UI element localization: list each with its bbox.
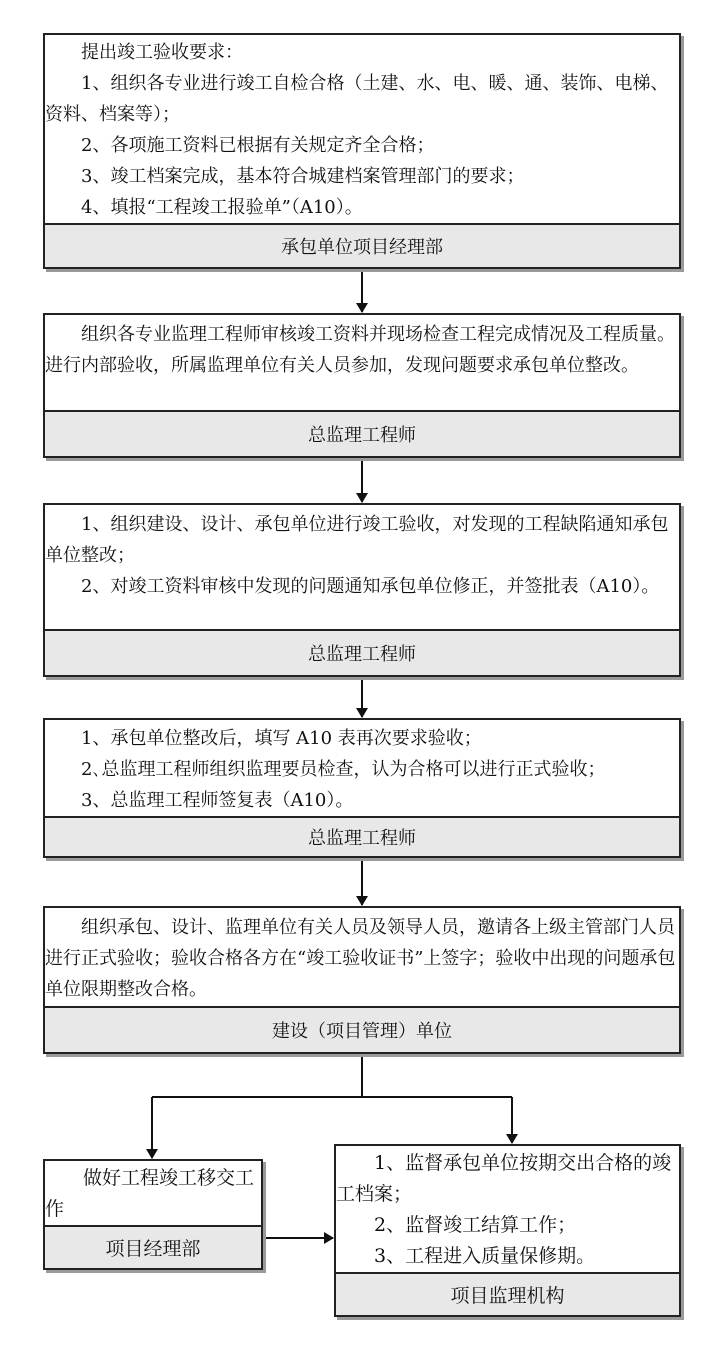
step-3-line: 1、组织建设、设计、承包单位进行竣工验收，对发现的工程缺陷通知承包单位整改； xyxy=(45,514,669,566)
step-2-line: 组织各专业监理工程师审核竣工资料并现场检查工程完成情况及工程质量。进行内部验收，所属监理单位有关人员参加，发现问题要求承包单位整改。 xyxy=(45,324,675,376)
step-1-role: 承包单位项目经理部 xyxy=(45,223,679,267)
step-2-role: 总监理工程师 xyxy=(45,410,679,456)
step-6b-line: 1、监督承包单位按期交出合格的竣工档案； xyxy=(336,1152,672,1205)
step-5-text xyxy=(45,908,679,1006)
step-6b-line: 3、工程进入质量保修期。 xyxy=(374,1245,596,1267)
step-6a-line: 做好工程竣工移交工作 xyxy=(45,1167,255,1220)
step-6b-role: 项目监理机构 xyxy=(336,1272,679,1315)
step-5-role: 建设（项目管理）单位 xyxy=(45,1006,679,1052)
step-3-text xyxy=(45,505,679,629)
step-1-line: 1、组织各专业进行竣工自检合格（土建、水、电、暖、通、装饰、电梯、资料、档案等）； xyxy=(45,73,669,125)
step-4-role: 总监理工程师 xyxy=(45,816,679,856)
step-3-line: 2、对竣工资料审核中发现的问题通知承包单位修正，并签批表（A10）。 xyxy=(81,576,660,597)
step-4-line: 3、总监理工程师签复表（A10）。 xyxy=(81,790,354,811)
step-6a-text xyxy=(45,1161,261,1225)
step-1-line: 4、填报“工程竣工报验单”（A10）。 xyxy=(81,197,363,218)
step-3-role: 总监理工程师 xyxy=(45,629,679,675)
step-1-line: 3、竣工档案完成，基本符合城建档案管理部门的要求； xyxy=(81,166,525,187)
step-2-box xyxy=(43,313,681,458)
step-4-text xyxy=(45,720,679,816)
step-5-box xyxy=(43,906,681,1054)
step-4-line: 1、承包单位整改后，填写 A10 表再次要求验收； xyxy=(81,728,482,749)
step-1-box xyxy=(43,33,681,269)
step-6b-text xyxy=(336,1146,679,1272)
step-1-line: 2、各项施工资料已根据有关规定齐全合格； xyxy=(81,135,435,156)
step-1-line: 提出竣工验收要求： xyxy=(81,42,243,63)
step-6a-box xyxy=(43,1159,263,1270)
step-4-line: 2､总监理工程师组织监理要员检查，认为合格可以进行正式验收； xyxy=(81,759,606,780)
step-6b-box xyxy=(334,1144,681,1317)
step-6b-line: 2、监督竣工结算工作； xyxy=(374,1214,577,1236)
step-6a-role: 项目经理部 xyxy=(45,1225,261,1268)
step-3-box xyxy=(43,503,681,677)
step-1-text xyxy=(45,35,679,223)
step-2-text xyxy=(45,315,679,410)
step-4-box xyxy=(43,718,681,858)
step-5-line: 组织承包、设计、监理单位有关人员及领导人员，邀请各上级主管部门人员进行正式验收；验收合格各方在“竣工验收证书”上签字；验收中出现的问题承包单位限期整改合格。 xyxy=(45,917,676,1000)
